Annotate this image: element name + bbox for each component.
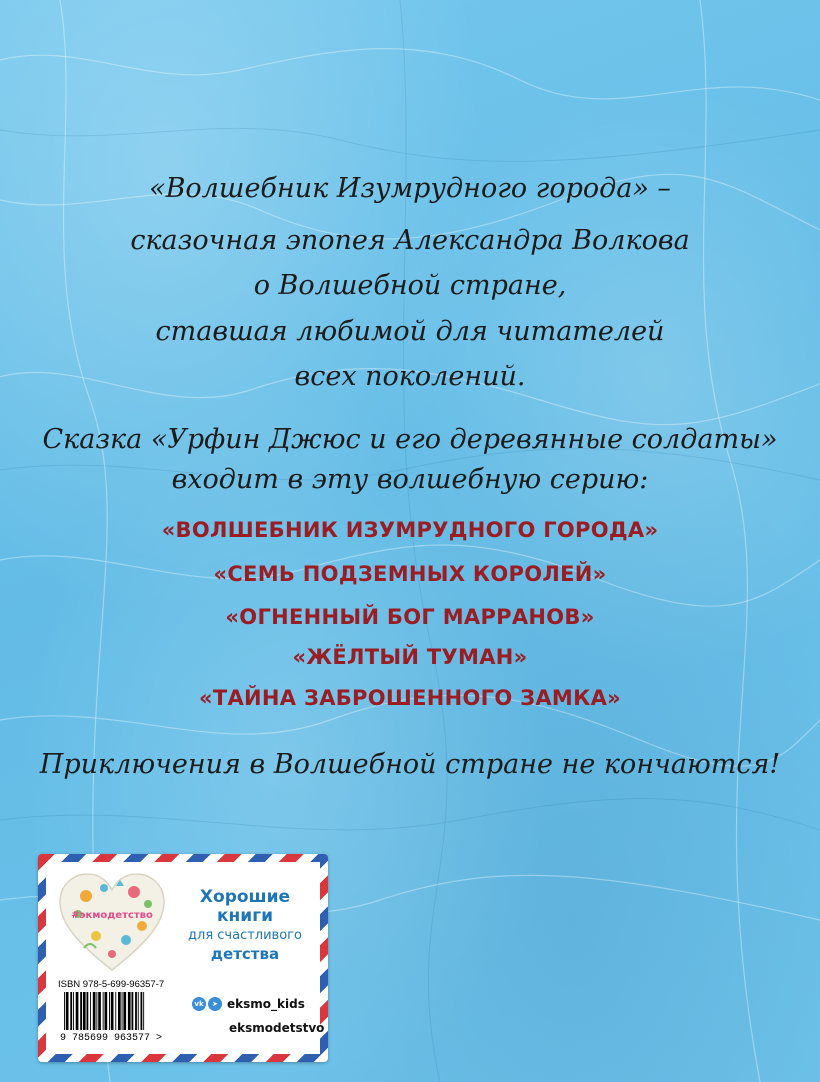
barcode-bar — [135, 992, 137, 1030]
barcode-bar — [141, 992, 143, 1030]
barcode-bar — [70, 992, 72, 1030]
series-intro-line-1: Сказка «Урфин Джюс и его деревянные солдаты» — [42, 424, 778, 455]
barcode-bar — [76, 992, 79, 1030]
barcode-bar — [66, 992, 69, 1030]
barcode-bar — [93, 992, 96, 1030]
barcode-bar — [96, 992, 97, 1030]
vk-icon[interactable]: vk — [192, 997, 206, 1011]
barcode-bar — [105, 992, 108, 1030]
barcode-bar — [115, 992, 116, 1030]
barcode-bar — [138, 992, 139, 1030]
closing-line: Приключения в Волшебной стране не кончаются! — [39, 749, 781, 780]
barcode-bar — [90, 992, 91, 1030]
isbn-label: ISBN 978-5-699-96357-7 — [58, 979, 165, 990]
barcode-bar — [98, 992, 101, 1030]
barcode-bar — [111, 992, 114, 1030]
slogan-line-1: Хорошие — [199, 887, 291, 907]
series-title-2: «СЕМЬ ПОДЗЕМНЫХ КОРОЛЕЙ» — [213, 562, 607, 586]
barcode-bar — [87, 992, 89, 1030]
intro-line-2: сказочная эпопея Александра Волкова — [130, 225, 690, 256]
social-links — [192, 992, 325, 1038]
series-title-5: «ТАЙНА ЗАБРОШЕННОГО ЗАМКА» — [199, 686, 621, 710]
slogan — [170, 888, 320, 964]
social-handle-detstvo[interactable]: eksmodetstvo — [229, 1020, 325, 1035]
social-handle-kids[interactable]: eksmo_kids — [227, 996, 305, 1011]
hashtag-label: #экмодетство — [71, 910, 153, 921]
intro-line-1: «Волшебник Изумрудного города» – — [149, 173, 671, 204]
barcode — [58, 992, 180, 1042]
barcode-bar — [132, 992, 134, 1030]
barcode-bar — [118, 992, 121, 1030]
intro-line-5: всех поколений. — [294, 361, 526, 392]
heart-logo — [56, 870, 168, 974]
series-title-3: «ОГНЕННЫЙ БОГ МАРРАНОВ» — [225, 605, 595, 629]
barcode-bar — [143, 992, 144, 1030]
barcode-bar — [73, 992, 74, 1030]
slogan-line-2: книги — [217, 906, 273, 926]
publisher-panel-inner — [46, 862, 325, 1054]
slogan-line-3: для счастливого — [188, 928, 302, 943]
telegram-icon[interactable]: ➤ — [208, 997, 222, 1011]
barcode-bar — [123, 992, 126, 1030]
series-intro-line-2: входит в эту волшебную серию: — [171, 464, 649, 495]
intro-line-3: о Волшебной стране, — [253, 270, 567, 301]
barcode-bar — [122, 992, 123, 1030]
barcode-bar — [103, 992, 104, 1030]
intro-line-4: ставшая любимой для читателей — [155, 316, 665, 347]
barcode-bars — [58, 992, 180, 1042]
publisher-panel — [38, 854, 328, 1062]
heart-icon — [56, 870, 168, 974]
barcode-bar — [83, 992, 86, 1030]
barcode-bar — [80, 992, 82, 1030]
slogan-line-4: детства — [210, 945, 280, 963]
series-title-1: «ВОЛШЕБНИК ИЗУМРУДНОГО ГОРОДА» — [161, 518, 659, 542]
barcode-digits: 9 785699 963577 > — [60, 1033, 163, 1042]
barcode-bar — [109, 992, 110, 1030]
barcode-bar — [64, 992, 65, 1030]
series-title-4: «ЖЁЛТЫЙ ТУМАН» — [292, 645, 528, 669]
barcode-bar — [128, 992, 131, 1030]
